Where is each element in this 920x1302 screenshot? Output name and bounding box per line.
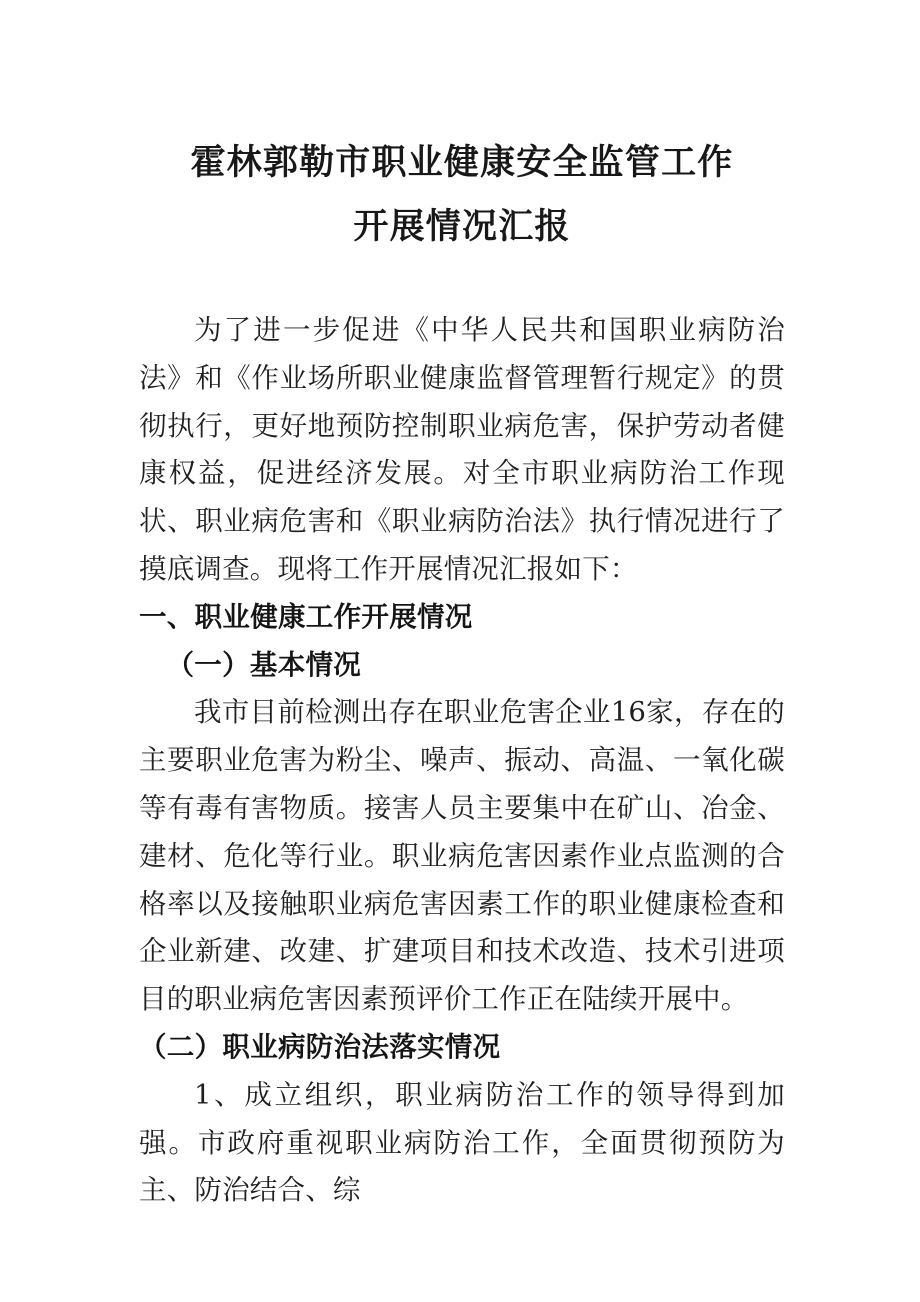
section-heading-1: 一、职业健康工作开展情况 bbox=[139, 600, 473, 633]
paragraph-basic-situation: 我市目前检测出存在职业危害企业16家，存在的主要职业危害为粉尘、噪声、振动、高温、一氧化碳等有毒有害物质。接害人员主要集中在矿山、冶金、建材、危化等行业。职业病危害因素作业点监测的合格率以及接触职业病危害因素工作的职业健康检查和企业新建、改建、扩建项目和技术改造、技术引进项目的职业病危害因素预评价工作正在陆续开展中。 bbox=[139, 696, 785, 1016]
page-title-line-2: 开展情况汇报 bbox=[353, 206, 571, 247]
title-block bbox=[139, 0, 785, 259]
subsection-heading-1-2: （二）职业病防治法落实情况 bbox=[139, 1030, 501, 1063]
paragraph-item-1: 1、成立组织，职业病防治工作的领导得到加强。市政府重视职业病防治工作，全面贯彻预防为主、防治结合、综 bbox=[139, 1078, 785, 1207]
document-content-column bbox=[139, 0, 785, 1215]
paragraph-intro: 为了进一步促进《中华人民共和国职业病防治法》和《作业场所职业健康监督管理暂行规定》的贯彻执行，更好地预防控制职业病危害，保护劳动者健康权益，促进经济发展。对全市职业病防治工作现状、职业病危害和《职业病防治法》执行情况进行了摸底调查。现将工作开展情况汇报如下： bbox=[139, 314, 785, 585]
page-title-line-1: 霍林郭勒市职业健康安全监管工作 bbox=[190, 142, 734, 183]
page-title bbox=[139, 131, 785, 259]
document-body bbox=[139, 259, 785, 1215]
subsection-heading-1-1: （一）基本情况 bbox=[166, 648, 362, 681]
